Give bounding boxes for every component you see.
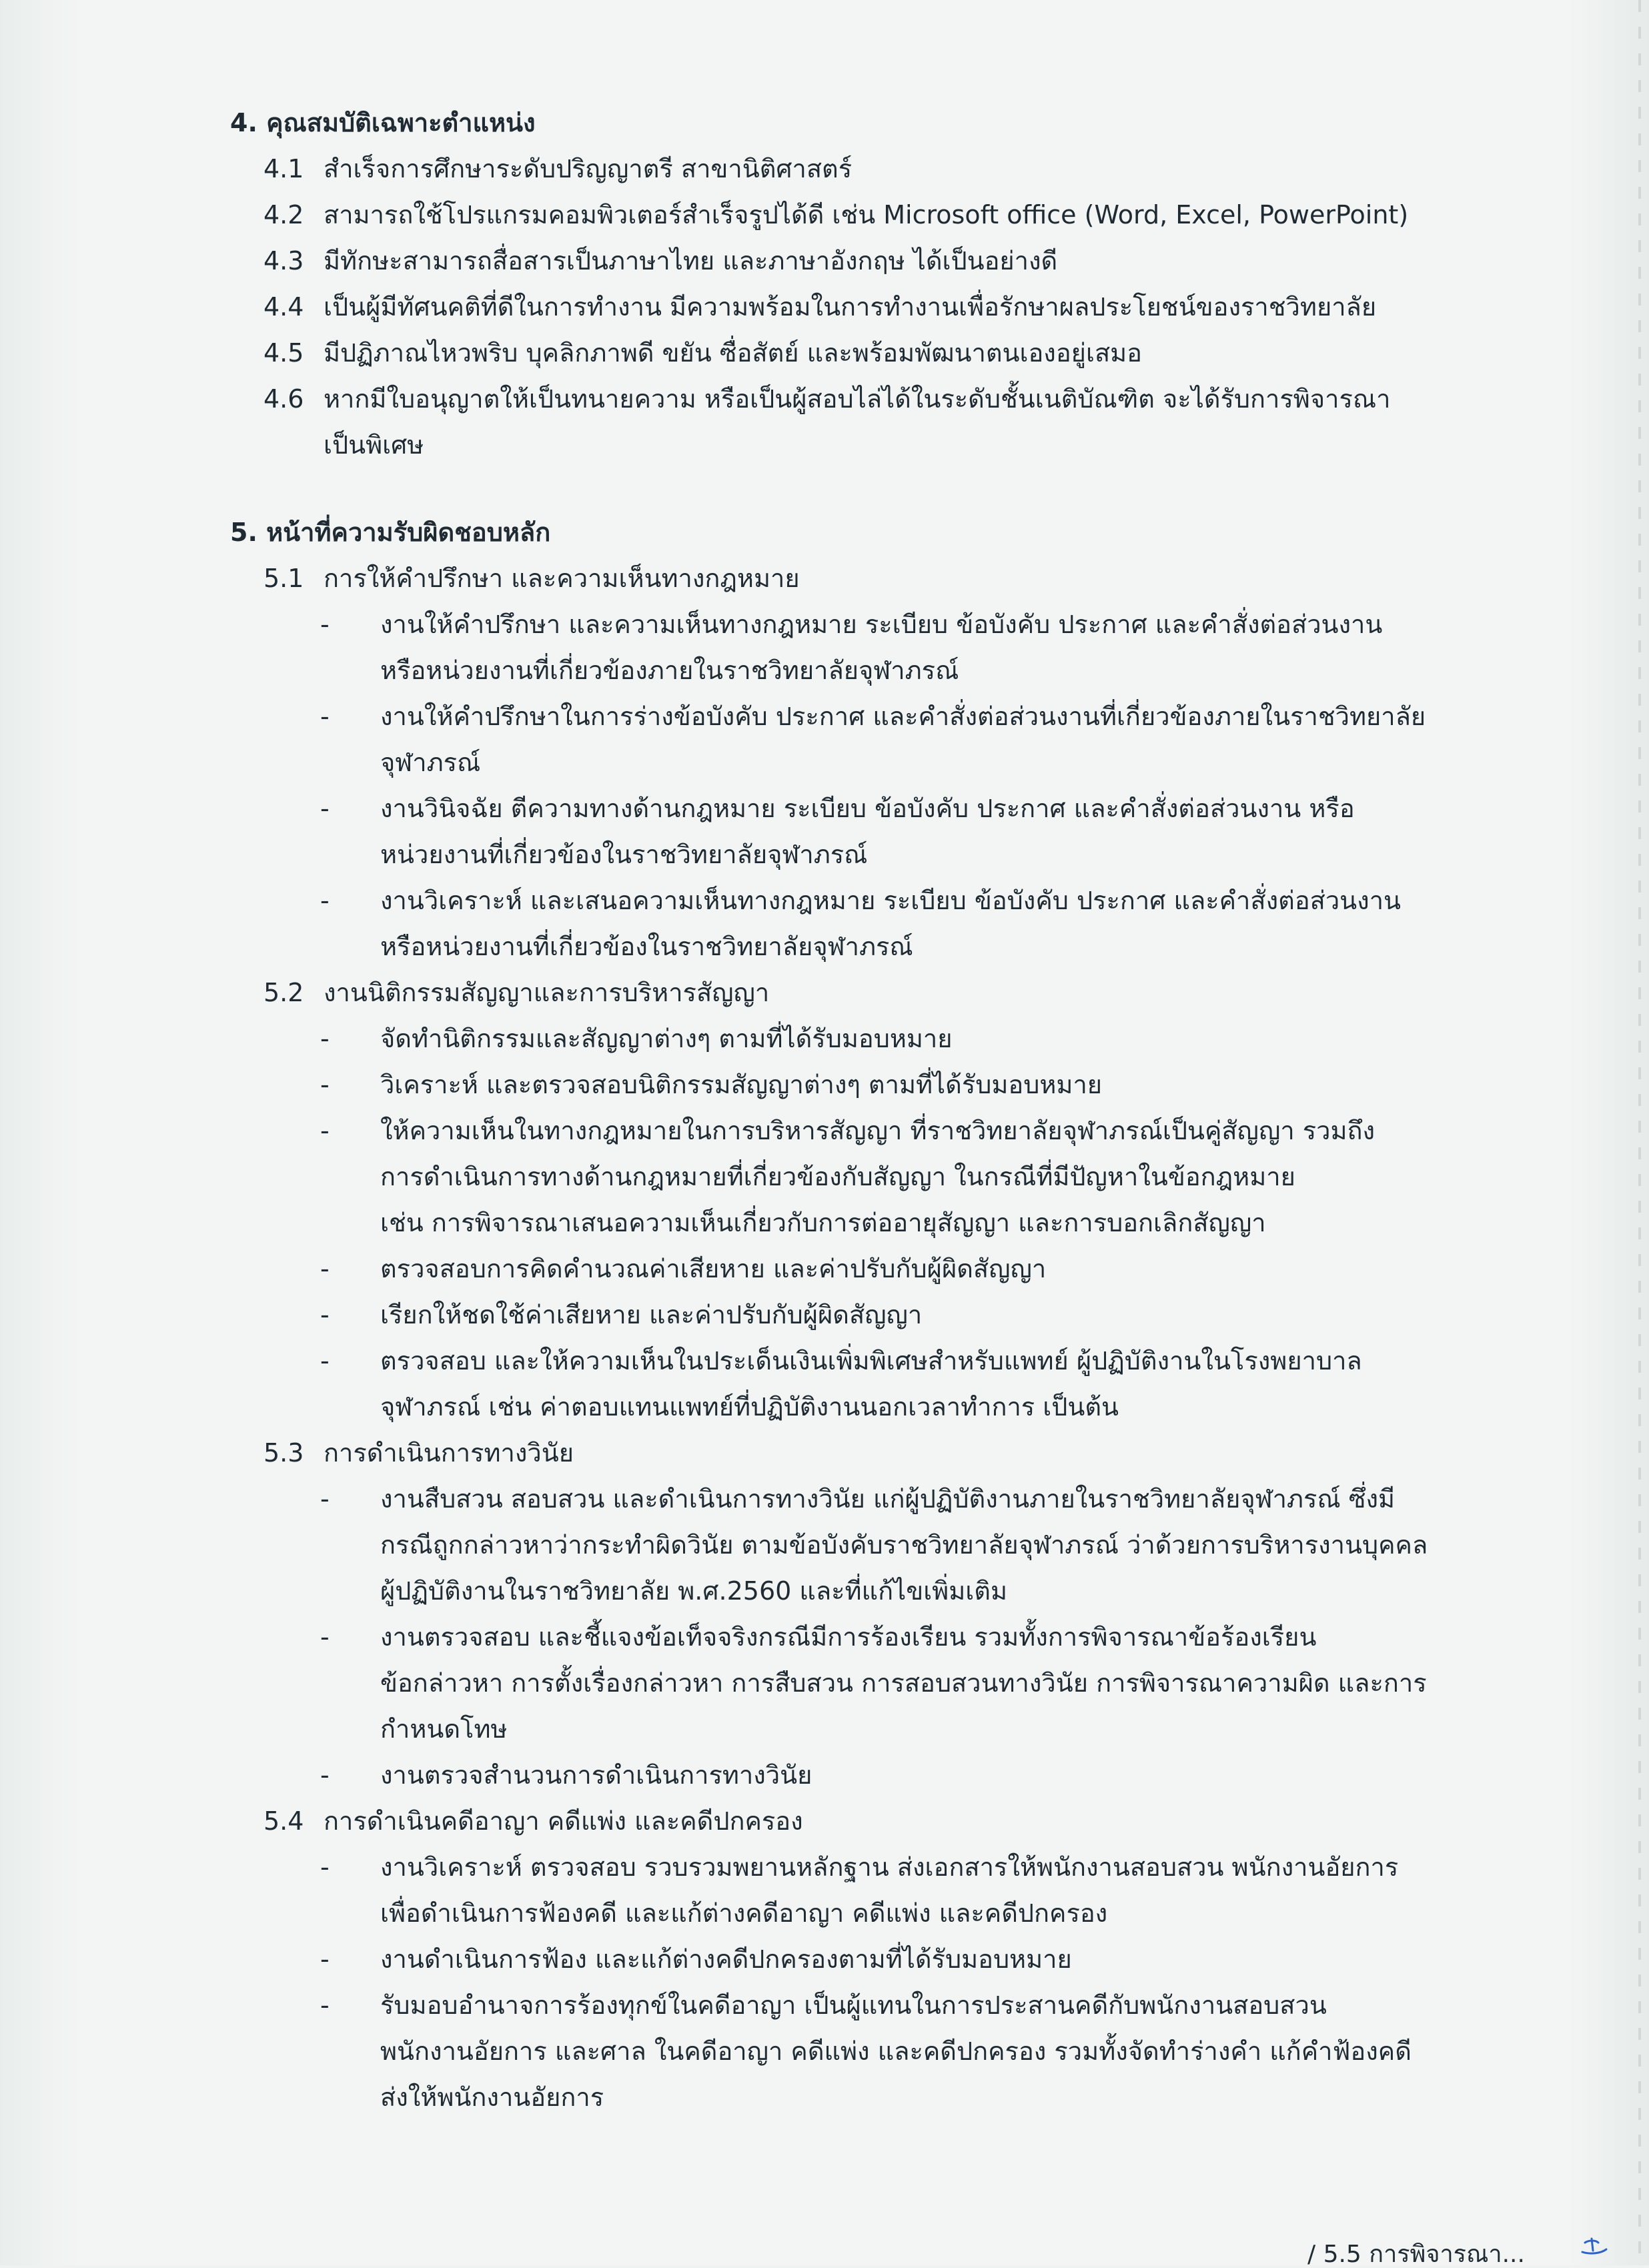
item-number: 4.4: [263, 292, 304, 322]
section-4-item: [230, 192, 1538, 238]
bullet-text-line: งานตรวจสอบ และชี้แจงข้อเท็จจริงกรณีมีการร้องเรียน รวมทั้งการพิจารณาข้อร้องเรียน: [380, 1622, 1317, 1652]
bullet-text-line: งานให้คำปรึกษา และความเห็นทางกฎหมาย ระเบียบ ข้อบังคับ ประกาศ และคำสั่งต่อส่วนงาน: [380, 610, 1383, 639]
bullet-text: [380, 786, 1538, 878]
item-text-line: มีปฏิภาณไหวพริบ บุคลิกภาพดี ขยัน ซื่อสัตย์ และพร้อมพัฒนาตนเองอยู่เสมอ: [324, 338, 1143, 368]
bullet-dash: -: [320, 1991, 330, 2020]
bullet-item: [230, 878, 1538, 970]
item-text: [324, 330, 1538, 376]
bullet-dash: -: [320, 794, 330, 823]
section-4-item: [230, 146, 1538, 192]
bullet-dash: -: [320, 702, 330, 731]
item-text: [324, 192, 1538, 238]
bullet-text: [380, 1614, 1538, 1752]
section-4-item: [230, 330, 1538, 376]
item-number: 4.6: [263, 384, 304, 414]
item-number: 4.3: [263, 246, 304, 275]
bullet-text-line: เรียกให้ชดใช้ค่าเสียหาย และค่าปรับกับผู้ผิดสัญญา: [380, 1300, 923, 1329]
item-text-line: สามารถใช้โปรแกรมคอมพิวเตอร์สำเร็จรูปได้ดี เช่น Microsoft office (Word, Excel, PowerPoint): [324, 200, 1409, 229]
bullet-dash: -: [320, 1254, 330, 1283]
bullet-dash: -: [320, 1760, 330, 1790]
bullet-text: [380, 602, 1538, 694]
bullet-text-line: งานวิเคราะห์ และเสนอความเห็นทางกฎหมาย ระเบียบ ข้อบังคับ ประกาศ และคำสั่งต่อส่วนงาน: [380, 886, 1402, 915]
section-4-item: [230, 238, 1538, 284]
item-number: 4.2: [263, 200, 304, 229]
bullet-dash: -: [320, 610, 330, 639]
bullet-text-line: พนักงานอัยการ และศาล ในคดีอาญา คดีแพ่ง และคดีปกครอง รวมทั้งจัดทำร่างคำ แก้คำฟ้องคดี: [380, 2037, 1412, 2066]
bullet-item: [230, 1752, 1538, 1798]
section-4-item: [230, 284, 1538, 330]
bullet-text: [380, 1246, 1538, 1292]
bullet-text: [380, 1476, 1538, 1614]
bullet-text-line: หรือหน่วยงานที่เกี่ยวข้องภายในราชวิทยาลัยจุฬาภรณ์: [380, 656, 959, 685]
bullet-item: [230, 1476, 1538, 1614]
bullet-text: [380, 1292, 1538, 1338]
bullet-text-line: การดำเนินการทางด้านกฎหมายที่เกี่ยวข้องกับสัญญา ในกรณีที่มีปัญหาในข้อกฎหมาย: [380, 1162, 1295, 1191]
bullet-dash: -: [320, 1070, 330, 1099]
bullet-dash: -: [320, 1300, 330, 1329]
section-5-title: 5. หน้าที่ความรับผิดชอบหลัก: [230, 518, 551, 547]
bullet-item: [230, 1844, 1538, 1936]
item-text-line: มีทักษะสามารถสื่อสารเป็นภาษาไทย และภาษาอังกฤษ ได้เป็นอย่างดี: [324, 246, 1058, 275]
bullet-text-line: งานดำเนินการฟ้อง และแก้ต่างคดีปกครองตามที่ได้รับมอบหมาย: [380, 1944, 1072, 1974]
bullet-text: [380, 1108, 1538, 1246]
bullet-dash: -: [320, 1852, 330, 1882]
item-text: [324, 284, 1538, 330]
bullet-text: [380, 1016, 1538, 1062]
bullet-item: [230, 1982, 1538, 2121]
bullet-text-line: จุฬาภรณ์ เช่น ค่าตอบแทนแพทย์ที่ปฏิบัติงานนอกเวลาทำการ เป็นต้น: [380, 1392, 1119, 1422]
item-text-line: หากมีใบอนุญาตให้เป็นทนายความ หรือเป็นผู้สอบไล่ได้ในระดับชั้นเนติบัณฑิต จะได้รับการพิจารณา: [324, 384, 1391, 414]
bullet-text: [380, 878, 1538, 970]
bullet-item: [230, 602, 1538, 694]
bullet-text: [380, 1338, 1538, 1430]
bullet-text-line: งานตรวจสำนวนการดำเนินการทางวินัย: [380, 1760, 812, 1790]
bullet-text-line: ตรวจสอบ และให้ความเห็นในประเด็นเงินเพิ่มพิเศษสำหรับแพทย์ ผู้ปฏิบัติงานในโรงพยาบาล: [380, 1346, 1362, 1375]
bullet-text-line: ตรวจสอบการคิดคำนวณค่าเสียหาย และค่าปรับกับผู้ผิดสัญญา: [380, 1254, 1047, 1283]
bullet-dash: -: [320, 1944, 330, 1974]
section-4-title: 4. คุณสมบัติเฉพาะตำแหน่ง: [230, 108, 536, 137]
bullet-text-line: กำหนดโทษ: [380, 1714, 508, 1744]
bullet-text: [380, 694, 1538, 786]
subsection-number: 5.3: [263, 1438, 304, 1468]
section-5-subsections: [230, 556, 1538, 2121]
section-4-items: [230, 146, 1538, 468]
bullet-dash: -: [320, 1346, 330, 1375]
bullet-item: [230, 1936, 1538, 1982]
item-text-line: เป็นผู้มีทัศนคติที่ดีในการทำงาน มีความพร้อมในการทำงานเพื่อรักษาผลประโยชน์ของราชวิทยาลัย: [324, 292, 1377, 322]
bullet-text-line: รับมอบอำนาจการร้องทุกข์ในคดีอาญา เป็นผู้แทนในการประสานคดีกับพนักงานสอบสวน: [380, 1991, 1327, 2020]
item-text-line: สำเร็จการศึกษาระดับปริญญาตรี สาขานิติศาสตร์: [324, 154, 853, 183]
item-text: [324, 238, 1538, 284]
subsection-number: 5.1: [263, 564, 304, 593]
bullet-item: [230, 1108, 1538, 1246]
bullet-text-line: งานวิเคราะห์ ตรวจสอบ รวบรวมพยานหลักฐาน ส่งเอกสารให้พนักงานสอบสวน พนักงานอัยการ: [380, 1852, 1399, 1882]
bullet-text-line: จัดทำนิติกรรมและสัญญาต่างๆ ตามที่ได้รับมอบหมาย: [380, 1024, 953, 1053]
subsection-heading: [230, 970, 1538, 1016]
bullet-dash: -: [320, 1116, 330, 1145]
bullet-text-line: งานวินิจฉัย ตีความทางด้านกฎหมาย ระเบียบ ข้อบังคับ ประกาศ และคำสั่งต่อส่วนงาน หรือ: [380, 794, 1355, 823]
section-4-item: [230, 376, 1538, 468]
subsection-title: การดำเนินการทางวินัย: [324, 1438, 574, 1468]
subsection-heading: [230, 556, 1538, 602]
subsection-heading: [230, 1430, 1538, 1476]
subsection-title: การให้คำปรึกษา และความเห็นทางกฎหมาย: [324, 564, 800, 593]
bullet-text: [380, 1982, 1538, 2121]
bullet-text-line: ผู้ปฏิบัติงานในราชวิทยาลัย พ.ศ.2560 และที่แก้ไขเพิ่มเติม: [380, 1576, 1007, 1606]
subsection-number: 5.2: [263, 978, 304, 1007]
initials-mark-icon: [1573, 2233, 1613, 2260]
subsection-title: การดำเนินคดีอาญา คดีแพ่ง และคดีปกครอง: [324, 1806, 803, 1836]
bullet-text-line: หน่วยงานที่เกี่ยวข้องในราชวิทยาลัยจุฬาภรณ์: [380, 840, 868, 869]
bullet-text-line: งานให้คำปรึกษาในการร่างข้อบังคับ ประกาศ และคำสั่งต่อส่วนงานที่เกี่ยวข้องภายในราชวิทยาลัย: [380, 702, 1426, 731]
bullet-item: [230, 1338, 1538, 1430]
item-text: [324, 376, 1538, 468]
document-content: [230, 100, 1538, 2121]
bullet-text-line: เช่น การพิจารณาเสนอความเห็นเกี่ยวกับการต่ออายุสัญญา และการบอกเลิกสัญญา: [380, 1208, 1266, 1237]
bullet-text-line: จุฬาภรณ์: [380, 748, 481, 777]
page-continuation: / 5.5 การพิจารณา...: [1307, 2241, 1525, 2268]
item-text-line: เป็นพิเศษ: [324, 430, 424, 460]
bullet-item: [230, 1016, 1538, 1062]
bullet-dash: -: [320, 1484, 330, 1514]
bullet-item: [230, 1614, 1538, 1752]
item-number: 4.1: [263, 154, 304, 183]
bullet-text-line: เพื่อดำเนินการฟ้องคดี และแก้ต่างคดีอาญา คดีแพ่ง และคดีปกครอง: [380, 1898, 1108, 1928]
bullet-item: [230, 1292, 1538, 1338]
bullet-item: [230, 1062, 1538, 1108]
bullet-text: [380, 1936, 1538, 1982]
bullet-text: [380, 1844, 1538, 1936]
bullet-text-line: กรณีถูกกล่าวหาว่ากระทำผิดวินัย ตามข้อบังคับราชวิทยาลัยจุฬาภรณ์ ว่าด้วยการบริหารงานบุคคล: [380, 1530, 1428, 1560]
bullet-item: [230, 694, 1538, 786]
bullet-text-line: งานสืบสวน สอบสวน และดำเนินการทางวินัย แก่ผู้ปฏิบัติงานภายในราชวิทยาลัยจุฬาภรณ์ ซึ่งมี: [380, 1484, 1396, 1514]
item-number: 4.5: [263, 338, 304, 368]
bullet-text-line: ส่งให้พนักงานอัยการ: [380, 2083, 604, 2112]
subsection-heading: [230, 1798, 1538, 1844]
bullet-dash: -: [320, 886, 330, 915]
bullet-text: [380, 1752, 1538, 1798]
item-text: [324, 146, 1538, 192]
bullet-text-line: ข้อกล่าวหา การตั้งเรื่องกล่าวหา การสืบสวน การสอบสวนทางวินัย การพิจารณาความผิด และการ: [380, 1668, 1427, 1698]
bullet-text-line: วิเคราะห์ และตรวจสอบนิติกรรมสัญญาต่างๆ ตามที่ได้รับมอบหมาย: [380, 1070, 1103, 1099]
bullet-text: [380, 1062, 1538, 1108]
scan-edge-artifact: [1638, 0, 1641, 2265]
bullet-dash: -: [320, 1622, 330, 1652]
subsection-number: 5.4: [263, 1806, 304, 1836]
subsection-title: งานนิติกรรมสัญญาและการบริหารสัญญา: [324, 978, 770, 1007]
bullet-text-line: ให้ความเห็นในทางกฎหมายในการบริหารสัญญา ที่ราชวิทยาลัยจุฬาภรณ์เป็นคู่สัญญา รวมถึง: [380, 1116, 1376, 1145]
bullet-item: [230, 1246, 1538, 1292]
bullet-dash: -: [320, 1024, 330, 1053]
bullet-item: [230, 786, 1538, 878]
bullet-text-line: หรือหน่วยงานที่เกี่ยวข้องในราชวิทยาลัยจุฬาภรณ์: [380, 932, 913, 961]
